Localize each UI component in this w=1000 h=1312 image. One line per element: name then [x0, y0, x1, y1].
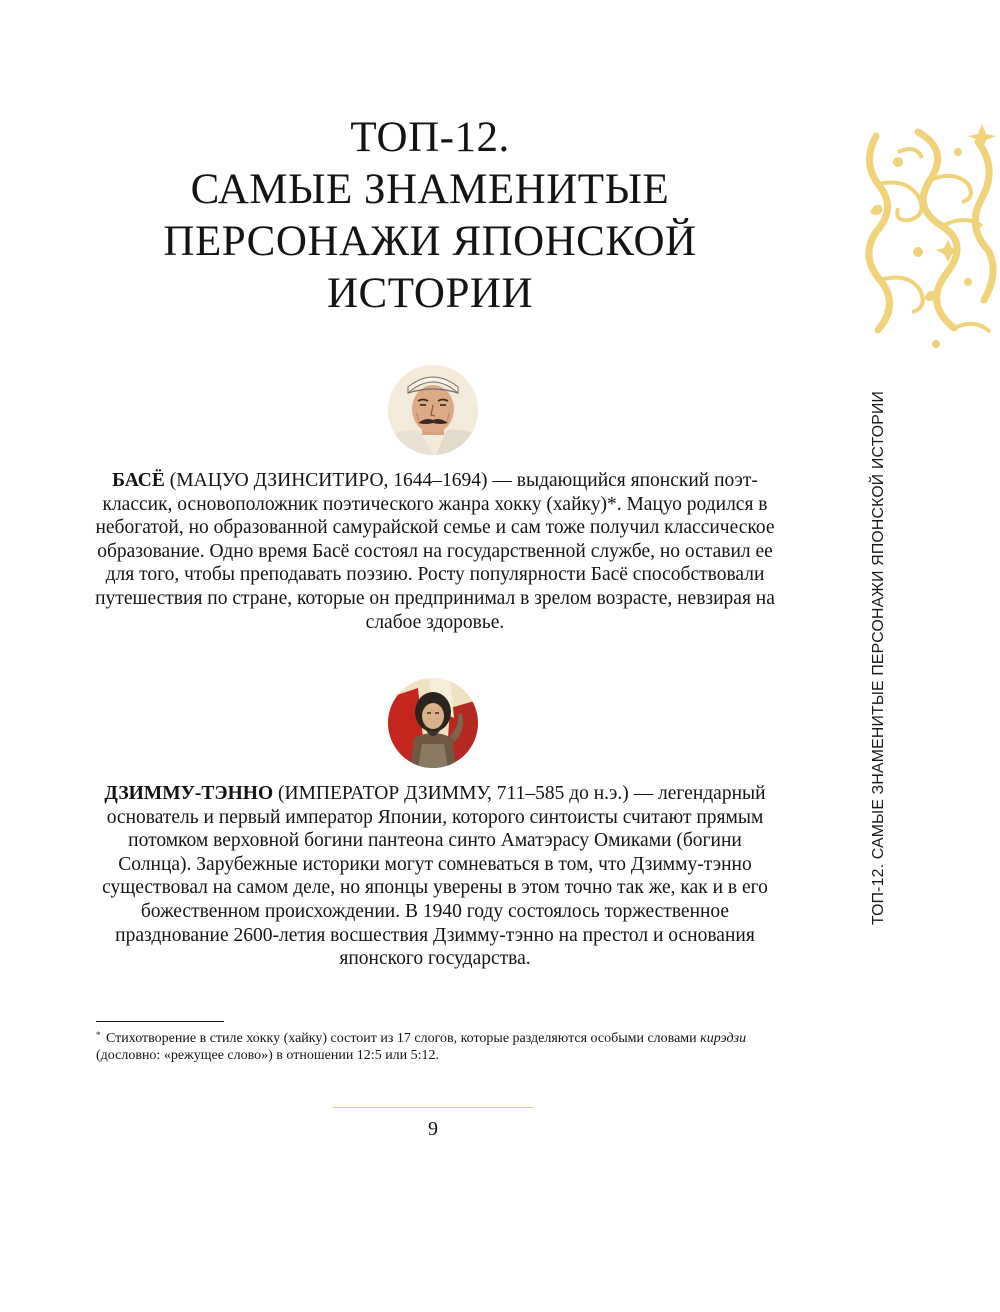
footnote: [96, 1027, 796, 1064]
basho-portrait-icon: [388, 365, 478, 455]
entry-dates: (ИМПЕРАТОР ДЗИММУ, 711–585 до н.э.) —: [273, 783, 654, 804]
title-line-4: ИСТОРИИ: [326, 270, 533, 317]
entry-dates: (МАЦУО ДЗИНСИТИРО, 1644–1694) —: [164, 470, 512, 491]
entry-name: БАСЁ: [112, 470, 165, 491]
page-number: 9: [428, 1118, 438, 1140]
entry-basho: [95, 469, 775, 634]
entry-name: ДЗИММУ-ТЭННО: [104, 783, 274, 804]
footnote-text-after: (дословно: «режущее слово») в отношении 12:5 или 5:12.: [96, 1048, 440, 1063]
footnote-text-before: Стихотворение в стиле хокку (хайку) состоит из 17 слогов, которые разделяются особыми словами: [102, 1031, 701, 1046]
entry-jimmu: [95, 782, 775, 971]
footnote-marker: *: [96, 1030, 101, 1040]
footnote-term: кирэдзи: [700, 1031, 747, 1046]
title-line-1: ТОП-12.: [350, 114, 510, 161]
entry-body: выдающийся японский поэт-классик, основоположник поэтического жанра хокку (хайку)*. Мацуо родился в небогатой, но образованной самурайской семье и сам тоже получил классическое образование. Одно время Басё состоял на государственной службе, но оставил ее для того, чтобы преподавать поэзию. Росту популярности Басё способствовали путешествия по стране, которые он предпринимал в зрелом возрасте, невзирая на слабое здоровье.: [95, 470, 775, 633]
jimmu-portrait-icon: [388, 678, 478, 768]
page-number-divider: [333, 1107, 533, 1108]
entry-body: легендарный основатель и первый император Японии, которого синтоисты считают прямым потомком верховной богини пантеона синто Аматэрасу Омиками (богини Солнца). Зарубежные историки могут сомневаться в том, что Дзимму-тэнно существовал на самом деле, но японцы уверены в этом точно так же, как и в его божественном происхождении. В 1940 году состоялось торжественное празднование 2600-летия восшествия Дзимму-тэнно на престол и основания японского государства.: [102, 783, 768, 970]
page-title: [100, 112, 760, 320]
footnote-divider: [96, 1021, 224, 1022]
gold-ornament-icon: [858, 122, 1000, 352]
running-title-vertical: ТОП-12. САМЫЕ ЗНАМЕНИТЫЕ ПЕРСОНАЖИ ЯПОНСКОЙ ИСТОРИИ: [870, 390, 887, 925]
title-line-2: САМЫЕ ЗНАМЕНИТЫЕ: [190, 166, 670, 213]
title-line-3: ПЕРСОНАЖИ ЯПОНСКОЙ: [163, 218, 697, 265]
